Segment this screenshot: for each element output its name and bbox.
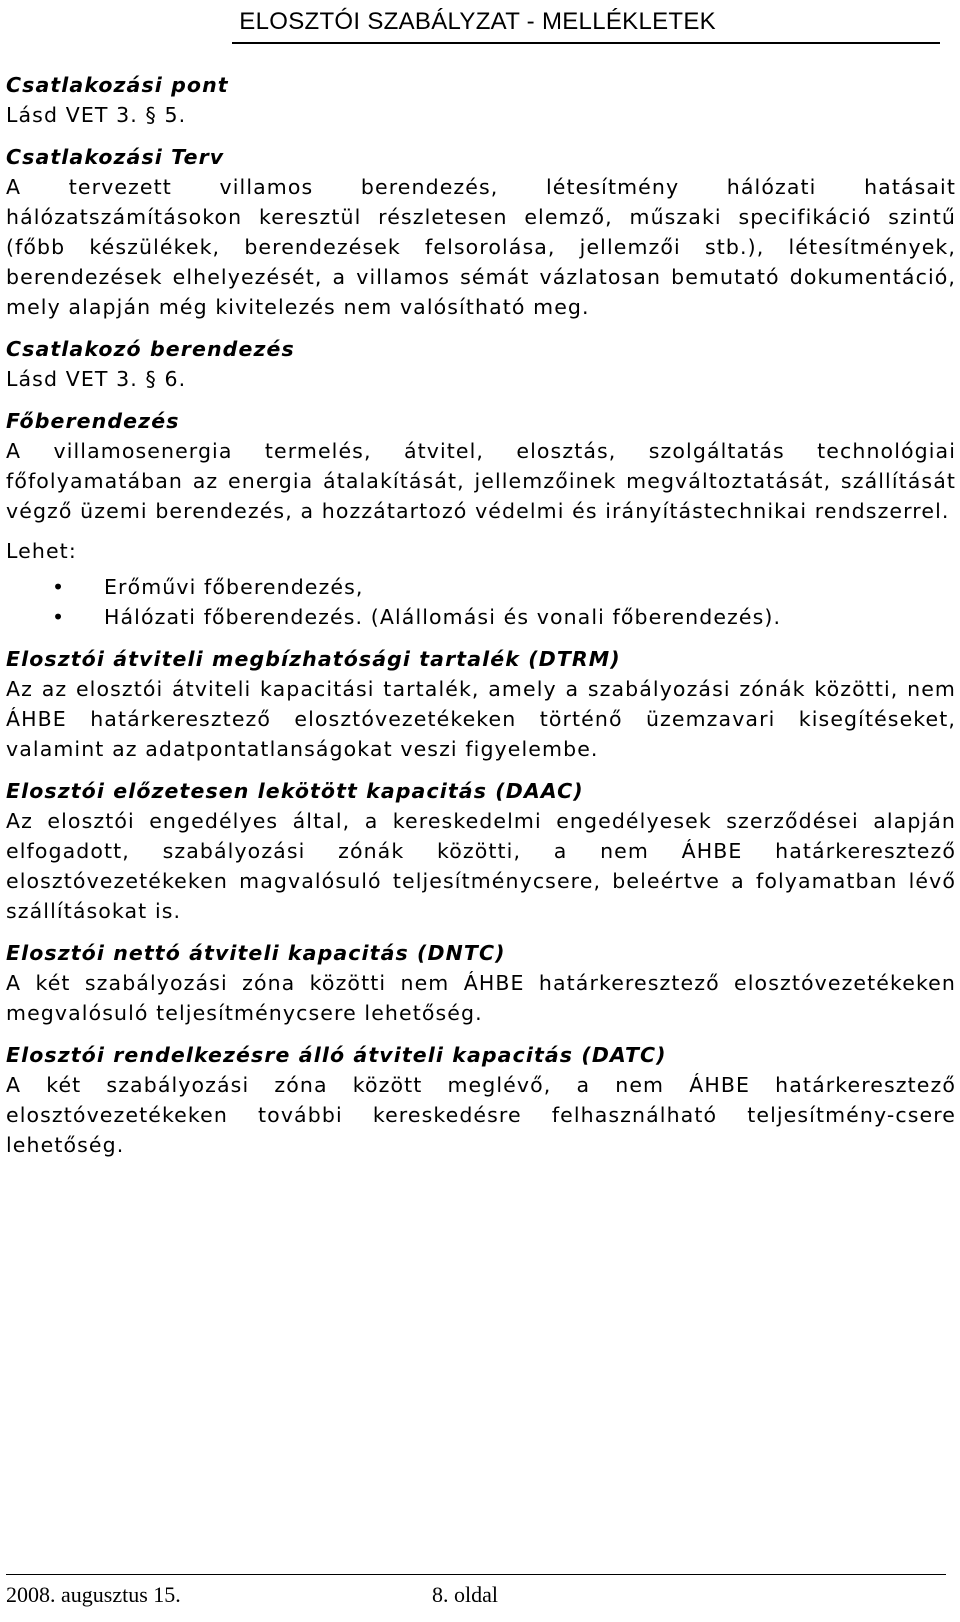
footer-divider	[6, 1574, 946, 1575]
definition-text: A két szabályozási zóna közötti nem ÁHBE határkeresztező elosztóvezetékeken megvalósuló teljesítménycsere lehetőség.	[6, 971, 956, 1025]
definition-entry	[6, 70, 956, 130]
definition-entry	[6, 406, 956, 632]
list-item: • Hálózati főberendezés. (Alállomási és vonali főberendezés).	[104, 602, 956, 632]
definition-text: Lásd VET 3. § 6.	[6, 367, 187, 391]
definition-text: Az az elosztói átviteli kapacitási tartalék, amely a szabályozási zónák közötti, nem ÁHBE határkeresztező elosztóvezetékeken történő üzemzavari kisegítéseket, valamint az adatpontatlanságokat veszi figyelembe.	[6, 677, 956, 761]
document-body	[6, 70, 956, 1172]
definition-term: Elosztói rendelkezésre álló átviteli kapacitás (DATC)	[6, 1043, 667, 1067]
definition-entry	[6, 776, 956, 926]
definition-entry	[6, 1040, 956, 1160]
definition-text: A villamosenergia termelés, átvitel, elosztás, szolgáltatás technológiai főfolyamatában az energia átalakítását, jellemzőinek megváltoztatását, szállítását végző üzemi berendezés, a hozzátartozó védelmi és irányítástechnikai rendszerrel.	[6, 439, 956, 523]
definition-term: Elosztói átviteli megbízhatósági tartalék (DTRM)	[6, 647, 621, 671]
definition-text: A két szabályozási zóna között meglévő, a nem ÁHBE határkeresztező elosztóvezetékeken további kereskedésre felhasználható teljesítmény-csere lehetőség.	[6, 1073, 956, 1157]
definition-term: Elosztói előzetesen lekötött kapacitás (DAAC)	[6, 779, 584, 803]
definition-text: Az elosztói engedélyes által, a kereskedelmi engedélyesek szerződései alapján elfogadott, szabályozási zónák közötti, a nem ÁHBE határkeresztező elosztóvezetékeken magvalósuló teljesítménycsere, beleértve a folyamatban lévő szállításokat is.	[6, 809, 956, 923]
header-divider	[232, 42, 940, 44]
page-header-title: ELOSZTÓI SZABÁLYZAT - MELLÉKLETEK	[239, 8, 716, 35]
definition-term: Csatlakozó berendezés	[6, 337, 295, 361]
definition-text: A tervezett villamos berendezés, létesítmény hálózati hatásait hálózatszámításokon keresztül részletesen elemző, műszaki specifikáció szintű (főbb készülékek, berendezések felsorolása, jellemzői stb.), létesítmények, berendezések elhelyezését, a villamos sémát vázlatosan bemutató dokumentáció, mely alapján még kivitelezés nem valósítható meg.	[6, 175, 956, 319]
definition-entry	[6, 938, 956, 1028]
page-number: 8. oldal	[432, 1582, 498, 1607]
definition-entry	[6, 334, 956, 394]
definition-term: Csatlakozási Terv	[6, 145, 225, 169]
definition-term: Elosztói nettó átviteli kapacitás (DNTC)	[6, 941, 506, 965]
definition-text: Lásd VET 3. § 5.	[6, 103, 187, 127]
list-item: • Erőművi főberendezés,	[104, 572, 956, 602]
definition-entry	[6, 142, 956, 322]
definition-entry	[6, 644, 956, 764]
footer-date: 2008. augusztus 15.	[6, 1582, 181, 1607]
definition-term: Csatlakozási pont	[6, 73, 229, 97]
bullet-list	[6, 572, 956, 632]
definition-term: Főberendezés	[6, 409, 180, 433]
list-label: Lehet:	[6, 539, 77, 563]
